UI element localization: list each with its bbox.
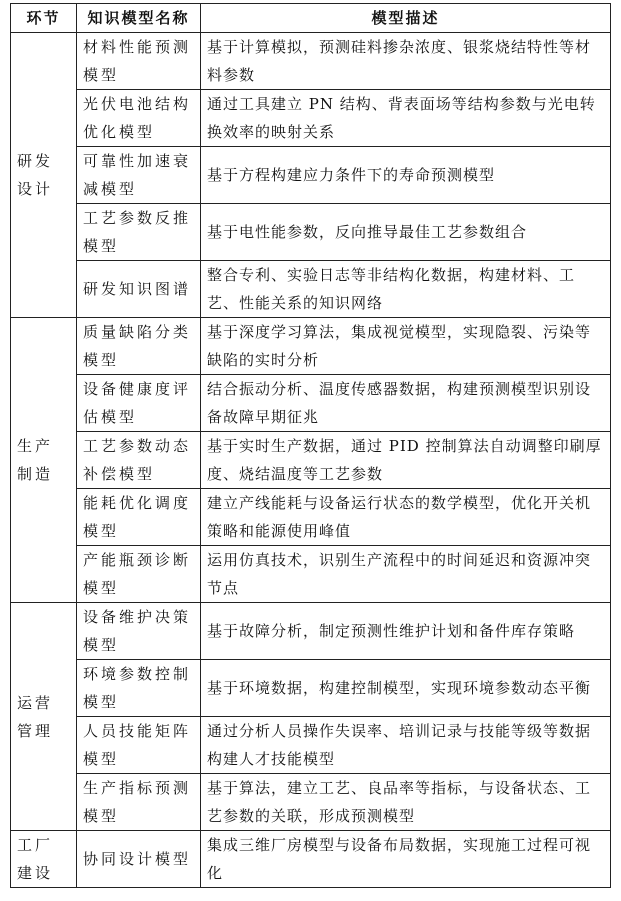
model-desc-cell: 基于电性能参数，反向推导最佳工艺参数组合: [201, 204, 611, 261]
header-stage: 环节: [11, 4, 77, 33]
model-name-cell: 环境参数控制模型: [77, 660, 201, 717]
table-row: [11, 774, 611, 831]
table-row: [11, 375, 611, 432]
stage-cell: 工厂建设: [11, 831, 77, 888]
stage-cell: 运营管理: [11, 603, 77, 831]
model-name-cell: 研发知识图谱: [77, 261, 201, 318]
model-name-cell: 材料性能预测模型: [77, 33, 201, 90]
header-row: [11, 4, 611, 33]
table-row: [11, 90, 611, 147]
model-name-cell: 光伏电池结构优化模型: [77, 90, 201, 147]
model-desc-cell: 结合振动分析、温度传感器数据，构建预测模型识别设备故障早期征兆: [201, 375, 611, 432]
model-desc-cell: 基于算法，建立工艺、良品率等指标，与设备状态、工艺参数的关联，形成预测模型: [201, 774, 611, 831]
model-name-cell: 设备健康度评估模型: [77, 375, 201, 432]
model-desc-cell: 整合专利、实验日志等非结构化数据，构建材料、工艺、性能关系的知识网络: [201, 261, 611, 318]
model-name-cell: 产能瓶颈诊断模型: [77, 546, 201, 603]
table-row: [11, 489, 611, 546]
table-row: [11, 660, 611, 717]
model-desc-cell: 基于实时生产数据，通过 PID 控制算法自动调整印刷厚度、烧结温度等工艺参数: [201, 432, 611, 489]
model-desc-cell: 基于计算模拟，预测硅料掺杂浓度、银浆烧结特性等材料参数: [201, 33, 611, 90]
table-row: [11, 432, 611, 489]
model-desc-cell: 基于方程构建应力条件下的寿命预测模型: [201, 147, 611, 204]
stage-cell: 研发设计: [11, 33, 77, 318]
header-model-desc: 模型描述: [201, 4, 611, 33]
header-model-name: 知识模型名称: [77, 4, 201, 33]
model-name-cell: 质量缺陷分类模型: [77, 318, 201, 375]
model-name-cell: 人员技能矩阵模型: [77, 717, 201, 774]
table-row: [11, 318, 611, 375]
model-name-cell: 协同设计模型: [77, 831, 201, 888]
model-desc-cell: 通过分析人员操作失误率、培训记录与技能等级等数据构建人才技能模型: [201, 717, 611, 774]
model-name-cell: 能耗优化调度模型: [77, 489, 201, 546]
model-desc-cell: 运用仿真技术，识别生产流程中的时间延迟和资源冲突节点: [201, 546, 611, 603]
model-desc-cell: 基于故障分析，制定预测性维护计划和备件库存策略: [201, 603, 611, 660]
model-desc-cell: 基于环境数据，构建控制模型，实现环境参数动态平衡: [201, 660, 611, 717]
model-name-cell: 生产指标预测模型: [77, 774, 201, 831]
table-row: [11, 603, 611, 660]
knowledge-model-table: [10, 3, 611, 888]
model-name-cell: 工艺参数反推模型: [77, 204, 201, 261]
model-name-cell: 可靠性加速衰减模型: [77, 147, 201, 204]
table-body: [11, 33, 611, 888]
stage-cell: 生产制造: [11, 318, 77, 603]
table-row: [11, 546, 611, 603]
model-desc-cell: 基于深度学习算法，集成视觉模型，实现隐裂、污染等缺陷的实时分析: [201, 318, 611, 375]
model-name-cell: 设备维护决策模型: [77, 603, 201, 660]
model-desc-cell: 集成三维厂房模型与设备布局数据，实现施工过程可视化: [201, 831, 611, 888]
table-row: [11, 831, 611, 888]
table-row: [11, 204, 611, 261]
table-row: [11, 261, 611, 318]
table-row: [11, 33, 611, 90]
model-desc-cell: 建立产线能耗与设备运行状态的数学模型，优化开关机策略和能源使用峰值: [201, 489, 611, 546]
table-row: [11, 717, 611, 774]
model-desc-cell: 通过工具建立 PN 结构、背表面场等结构参数与光电转换效率的映射关系: [201, 90, 611, 147]
table-wrapper: [10, 3, 611, 888]
table-row: [11, 147, 611, 204]
model-name-cell: 工艺参数动态补偿模型: [77, 432, 201, 489]
